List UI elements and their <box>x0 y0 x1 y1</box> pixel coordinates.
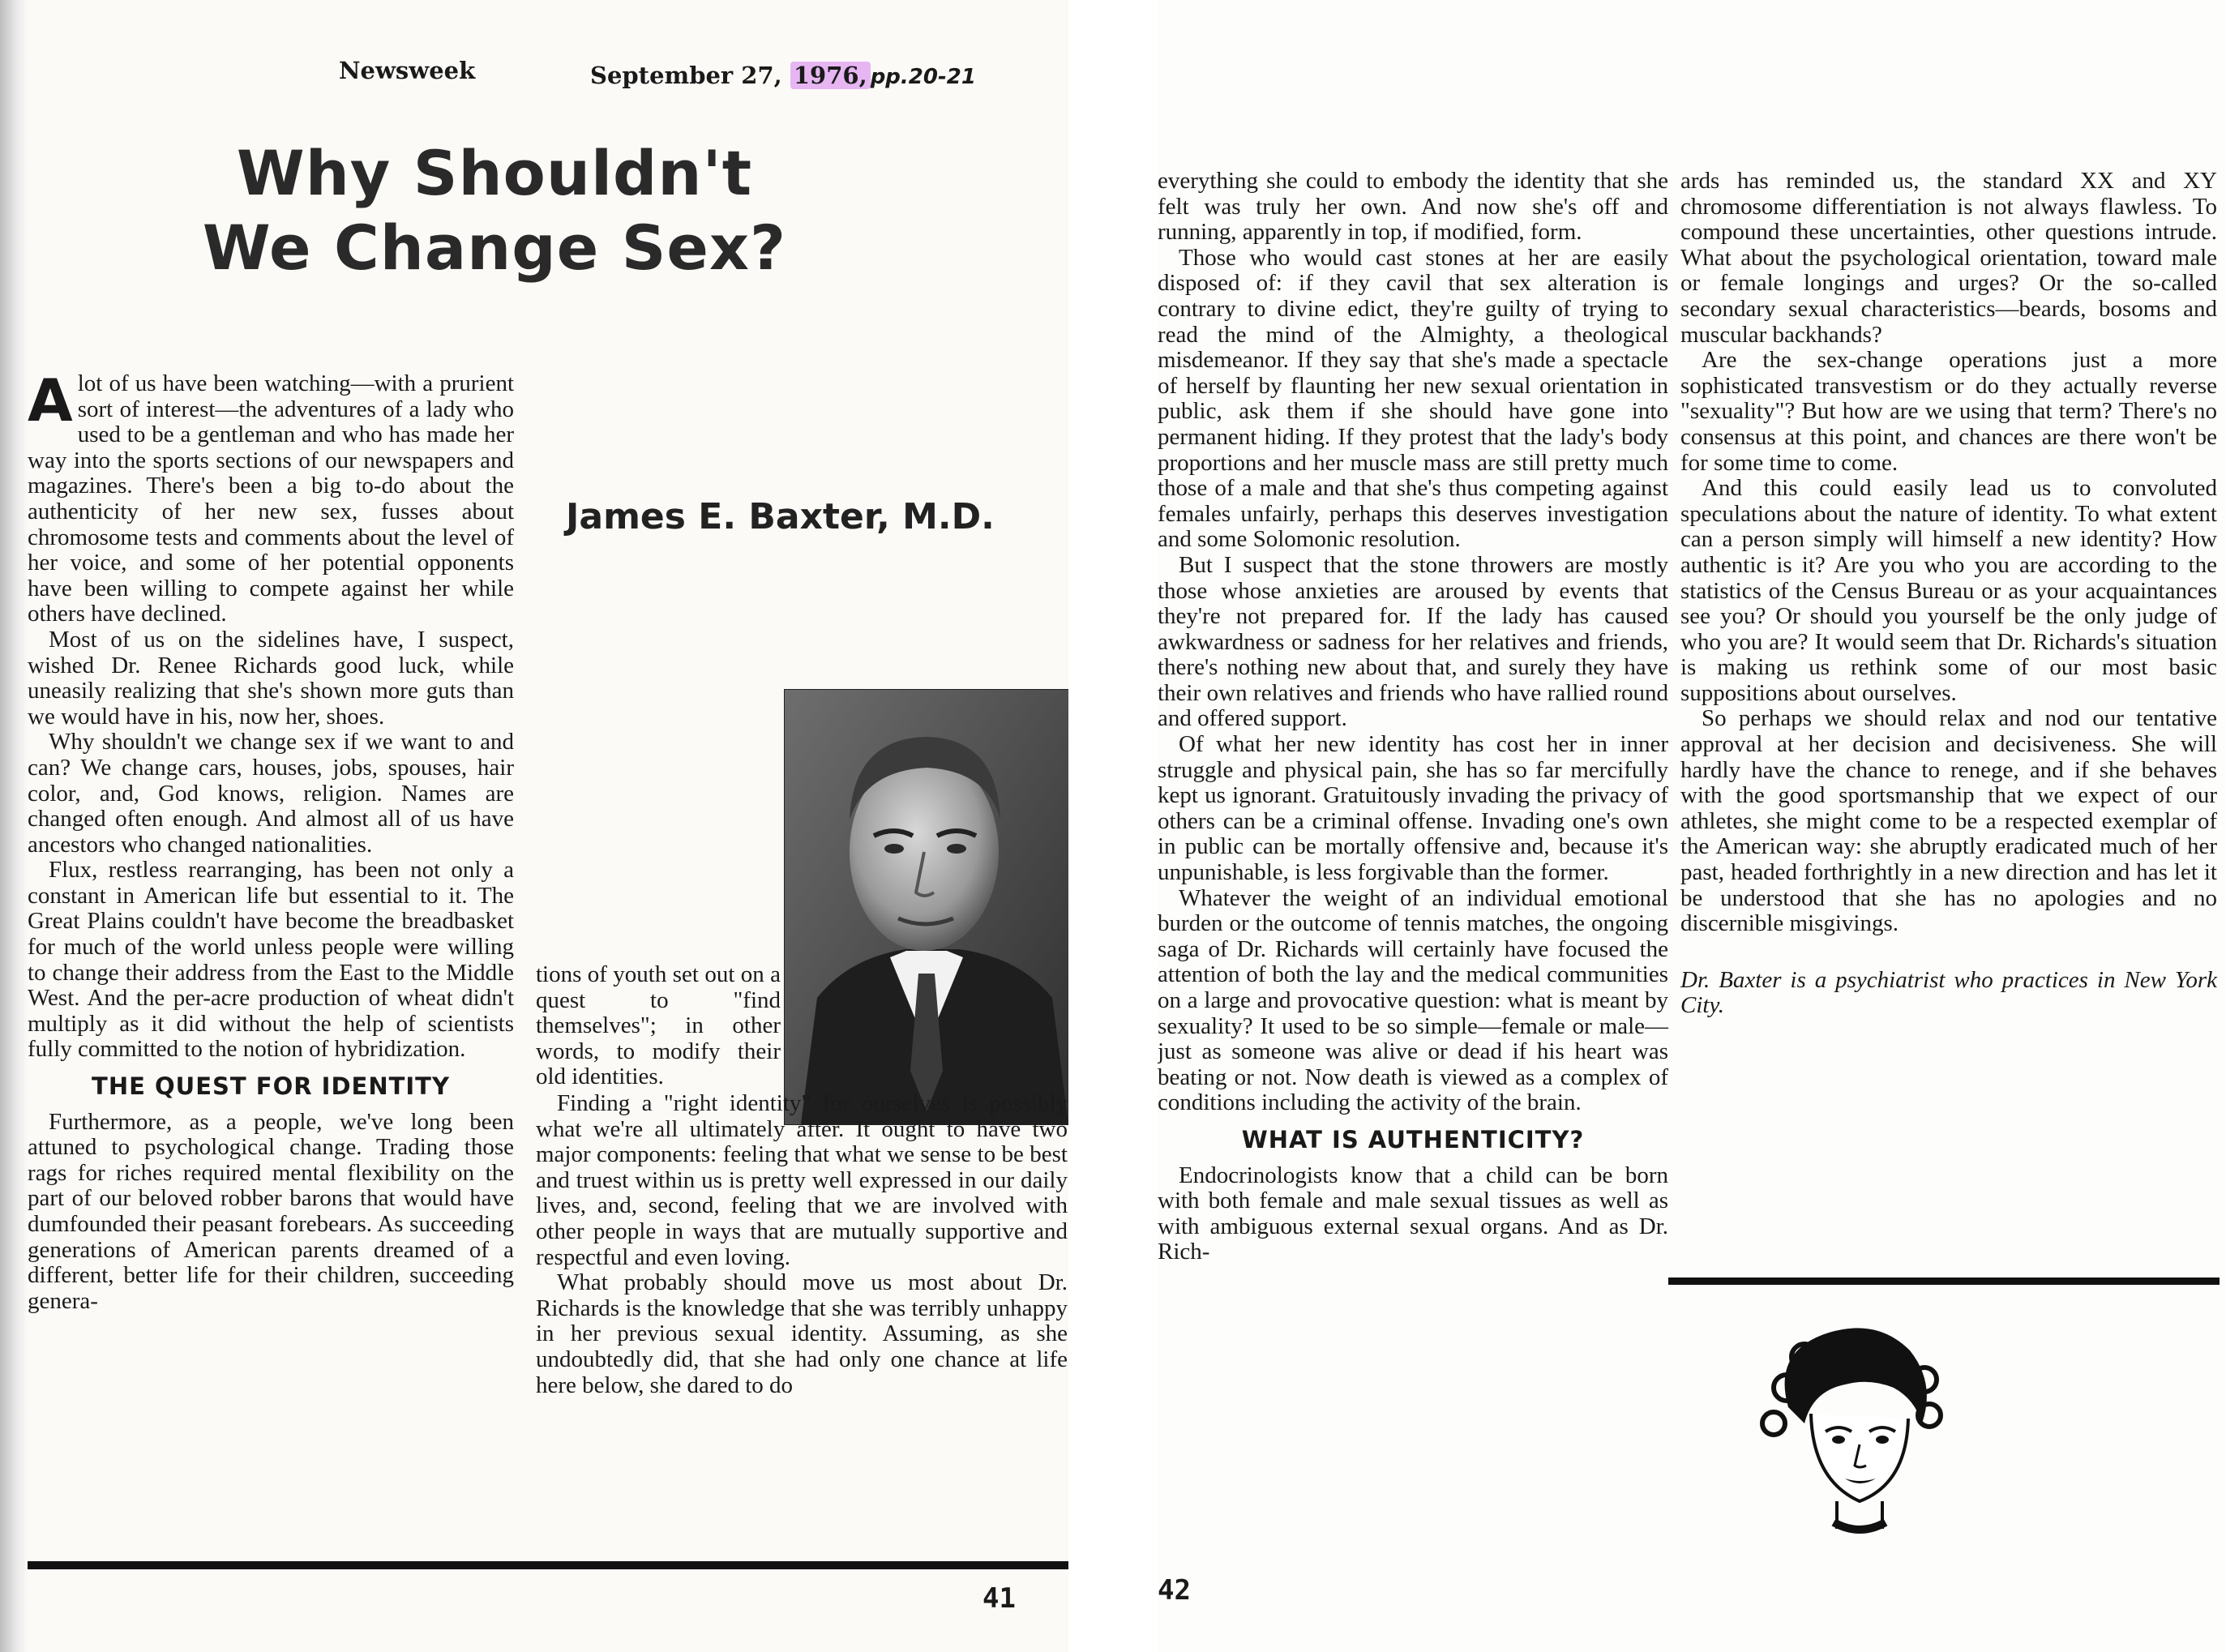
paragraph: tions of youth set out on a quest to "find themselves"; in other words, to modify their old identities. <box>536 961 781 1090</box>
paragraph: Most of us on the sidelines have, I suspect, wished Dr. Renee Richards good luck, while uneasily realizing that she's shown more guts than we would have in his, now her, shoes. <box>28 626 514 730</box>
issue-date <box>590 62 976 89</box>
paragraph: Why shouldn't we change sex if we want to and can? We change cars, houses, jobs, spouses, hair color, and, God knows, religion. Names are changed often enough. And almost all of us have ancestors who changed nationalities. <box>28 729 514 858</box>
year-highlight: 1976, <box>790 62 871 89</box>
paragraph: Finding a "right identity" for ourselves is possibly what we're all ultimately after. It ought to have two major components: feeling that what we sense to be best and truest within us is pretty well expressed in our daily lives, and, second, feeling that we are involved with other people in ways that are mutually supportive and respectful and even loving. <box>536 1090 1068 1270</box>
column-4 <box>1680 169 2217 1019</box>
paragraph: Those who would cast stones at her are easily disposed of: if they cavil that sex alteration is contrary to divine edict, they're guilty of trying to read the mind of the Almighty, a theological misdemeanor. If they say that she's made a spectacle of herself by flaunting her new sexual orientation in public, ask them if she should have gone into permanent hiding. If they protest that the lady's body proportions and her muscle mass are still pretty much those of a male and that she's thus competing against females unfairly, perhaps this deserves investigation and some Solomonic resolution. <box>1158 244 1668 553</box>
paragraph <box>28 366 514 627</box>
paragraph: What probably should move us most about Dr. Richards is the knowledge that she was terribly unhappy in her previous sexual identity. Assuming, as she undoubtedly did, that she had only one chance at life here below, she dared to do <box>536 1269 1068 1398</box>
author-byline: James E. Baxter, M.D. <box>566 496 995 537</box>
paragraph: ards has reminded us, the standard XX and XY chromosome differentiation is not always flawless. To compound these uncertainties, other questions intrude. What about the psychological orientation, toward male or female longings and urges? Or the so-called secondary sexual characteristics—beards, bosoms and muscular backhands? <box>1680 168 2217 348</box>
left-page <box>0 0 1068 1652</box>
page-number: 42 <box>1158 1574 1191 1607</box>
paragraph: Furthermore, as a people, we've long been attuned to psychological change. Trading those rags for riches required mental flexibility on the part of our beloved robber barons that would have dumfounded their peasant forebears. As succeeding generations of American parents dreamed of a different, better life for their children, succeeding genera- <box>28 1108 514 1314</box>
paragraph: So perhaps we should relax and nod our tentative approval at her decision and decisiveness. She will hardly have the chance to renege, and if she behaves with the good sportsmanship that we expect of our athletes, she might come to be a respected exemplar of the American way: she abruptly eradicated much of her past, headed forthrightly in a new direction and has let it be understood that she has no apologies and no discernible misgivings. <box>1680 705 2217 937</box>
right-page <box>1158 0 2226 1652</box>
drop-cap: A <box>28 366 73 434</box>
paragraph: Flux, restless rearranging, has been not only a constant in American life but essential to it. The Great Plains couldn't have become the breadbasket for much of the world unless people were willing to change their address from the East to the Middle West. And the per-acre production of wheat didn't multiply as it did without the help of scientists fully committed to the notion of hybridization. <box>28 857 514 1063</box>
bottom-rule <box>28 1561 1068 1569</box>
title-line-2: We Change Sex? <box>202 212 787 284</box>
paragraph-text: lot of us have been watching—with a prurient sort of interest—the adventures of a lady who used to be a gentleman and who has made her way into the sports sections of our newspapers and magazines. There's been a big to-do about the authenticity of her new sex, fusses about chromosome tests and comments about the level of her voice, and some of her potential opponents have been willing to compete against her while others have declined. <box>28 370 514 627</box>
paragraph: And this could easily lead us to convoluted speculations about the nature of identity. To what extent can a person simply will himself a new identity? How authentic is it? Are you who you are according to the statistics of the Census Bureau or as your acquaintances see you? Or should you yourself be the only judge of who you are? It would seem that Dr. Richards's situation is making us rethink some of our most basic suppositions about ourselves. <box>1680 475 2217 706</box>
paragraph: Endocrinologists know that a child can be born with both female and male sexual tissues as well as with ambiguous external sexual organs. And as Dr. Rich- <box>1158 1162 1668 1265</box>
section-heading: THE QUEST FOR IDENTITY <box>92 1072 450 1101</box>
paragraph: everything she could to embody the identity that she felt was truly her own. And now she's off and running, apparently in top, if modified, form. <box>1158 168 1668 246</box>
column-1 <box>28 366 514 1314</box>
author-bio: Dr. Baxter is a psychiatrist who practices in New York City. <box>1680 966 2217 1019</box>
section-heading: WHAT IS AUTHENTICITY? <box>1241 1125 1585 1153</box>
woman-illustration <box>1756 1310 1950 1537</box>
paragraph: Of what her new identity has cost her in inner struggle and physical pain, she has so far mercifully kept us ignorant. Gratuitously invading the privacy of others can be a criminal offense. Invading one's own in public can be mortally offensive and, because it's unpunishable, is less forgivable than the former. <box>1158 731 1668 886</box>
column-3 <box>1158 169 1668 1265</box>
column-2 <box>536 1091 1068 1398</box>
scan-edge-shadow <box>0 0 28 1652</box>
column-end-rule <box>1668 1278 2220 1285</box>
paragraph: Are the sex-change operations just a more sophisticated transvestism or do they actually reverse "sexuality"? But how are we using that term? There's no consensus at this point, and chances are there won't be for some time to come. <box>1680 347 2217 476</box>
column-2-top <box>536 962 781 1090</box>
handwritten-page-note: pp.20-21 <box>870 65 976 89</box>
title-line-1: Why Shouldn't <box>236 137 753 209</box>
paragraph: But I suspect that the stone throwers are mostly those whose anxieties are aroused by events that they're not prepared for. If the lady has caused awkwardness or sadness for her relatives and friends, there's nothing new about that, and surely they have their own relatives and friends who have rallied round and offered support. <box>1158 551 1668 732</box>
article-title <box>186 136 803 285</box>
author-photo <box>784 689 1068 1125</box>
publication-name: Newsweek <box>339 57 476 84</box>
issue-date-text: September 27, <box>590 62 782 89</box>
portrait-illustration <box>785 690 1068 1124</box>
paragraph: Whatever the weight of an individual emotional burden or the outcome of tennis matches, the ongoing saga of Dr. Richards will certainly have focused the attention of both the lay and the medical communities on a large and provocative question: what is meant by sexuality? It used to be so simple—female or male—just as someone was alive or dead if his heart was beating or not. Now death is viewed as a complex of conditions including the activity of the brain. <box>1158 884 1668 1116</box>
woman-face-icon <box>1756 1310 1950 1537</box>
page-number: 41 <box>982 1582 1016 1615</box>
